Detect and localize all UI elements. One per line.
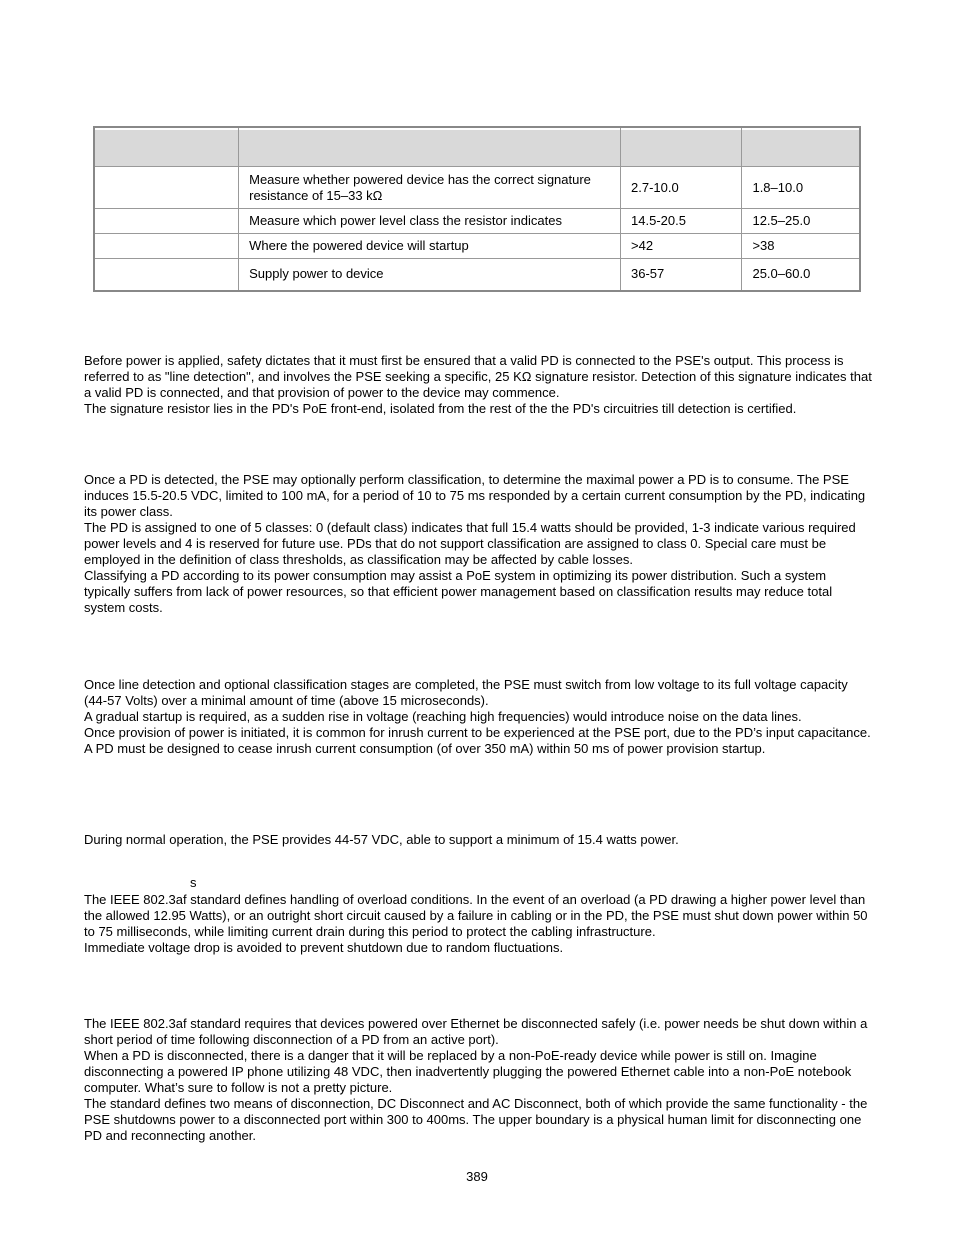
stray-character: s — [190, 875, 197, 890]
table-cell: 12.5–25.0 — [742, 209, 860, 234]
table-cell: >38 — [742, 234, 860, 259]
table-cell: 2.7-10.0 — [621, 167, 742, 209]
table-header-cell — [239, 127, 621, 167]
table-cell: 25.0–60.0 — [742, 259, 860, 291]
table-cell: 36-57 — [621, 259, 742, 291]
paragraph-detection: Before power is applied, safety dictates that it must first be ensured that a valid PD is connected to the PSE's output. This process is referred to as "line detection", and involves the PSE seeking a specific, 25 KΩ signature resistor. Detection of this signature indicates that a valid PD is connected, and that provision of power to the device may commence. The signature resistor lies in the PD's PoE front-end, isolated from the rest of the the PD's circuitries till detection is certified. — [84, 353, 872, 416]
paragraph-operation: During normal operation, the PSE provides 44-57 VDC, able to support a minimum of 15.4 watts power. — [84, 832, 679, 847]
table-cell: Where the powered device will startup — [239, 234, 621, 259]
paragraph-overload: The IEEE 802.3af standard defines handling of overload conditions. In the event of an overload (a PD drawing a higher power level than the allowed 12.95 Watts), or an outright short circuit caused by a failure in cabling or in the PD, the PSE must shut down power within 50 to 75 milliseconds, while limiting current drain during this period to protect the cabling infrastructure. Immediate voltage drop is avoided to prevent shutdown due to random fluctuations. — [84, 892, 868, 955]
table-cell: >42 — [621, 234, 742, 259]
table-header-cell — [742, 127, 860, 167]
paragraph-classification: Once a PD is detected, the PSE may optionally perform classification, to determine the maximal power a PD is to consume. The PSE induces 15.5-20.5 VDC, limited to 100 mA, for a period of 10 to 75 ms responded by a certain current consumption by the PD, indicating its power class. The PD is assigned to one of 5 classes: 0 (default class) indicates that full 15.4 watts should be provided, 1-3 indicate various required power levels and 4 is reserved for future use. PDs that do not support classification are assigned to class 0. Special care must be employed in the definition of class thresholds, as classification may be affected by cable losses. Classifying a PD according to its power consumption may assist a PoE system in optimizing its power distribution. Such a system typically suffers from lack of power resources, so that efficient power management based on classification results may reduce total system costs. — [84, 472, 866, 615]
table-cell — [94, 259, 239, 291]
table-row — [94, 209, 860, 234]
poe-stages-table — [93, 126, 861, 292]
table-cell: Measure which power level class the resistor indicates — [239, 209, 621, 234]
table-cell — [94, 167, 239, 209]
paragraph-disconnection: The IEEE 802.3af standard requires that devices powered over Ethernet be disconnected safely (i.e. power needs be shut down within a short period of time following disconnection of a PD from an active port). When a PD is disconnected, there is a danger that it will be replaced by a non-PoE-ready device while power is still on. Imagine disconnecting a powered IP phone utilizing 48 VDC, then inadvertently plugging the powered Ethernet cable into a non-PoE notebook computer. What’s sure to follow is not a pretty picture. The standard defines two means of disconnection, DC Disconnect and AC Disconnect, both of which provide the same functionality - the PSE shutdowns power to a disconnected port within 300 to 400ms. The upper boundary is a physical human limit for disconnecting one PD and reconnecting another. — [84, 1016, 868, 1143]
table-cell — [94, 234, 239, 259]
table-header-row — [94, 127, 860, 167]
paragraph-startup: Once line detection and optional classification stages are completed, the PSE must switch from low voltage to its full voltage capacity (44-57 Volts) over a minimal amount of time (above 15 microseconds). A gradual startup is required, as a sudden rise in voltage (reaching high frequencies) would introduce noise on the data lines. Once provision of power is initiated, it is common for inrush current to be experienced at the PSE port, due to the PD’s input capacitance. A PD must be designed to cease inrush current consumption (of over 350 mA) within 50 ms of power provision startup. — [84, 677, 871, 756]
table-cell: Measure whether powered device has the correct signature resistance of 15–33 kΩ — [239, 167, 621, 209]
table-header-cell — [94, 127, 239, 167]
table-cell: 1.8–10.0 — [742, 167, 860, 209]
table-cell: Supply power to device — [239, 259, 621, 291]
table-row — [94, 167, 860, 209]
table-cell: 14.5-20.5 — [621, 209, 742, 234]
table-row — [94, 259, 860, 291]
table-cell — [94, 209, 239, 234]
table-row — [94, 234, 860, 259]
table-header-cell — [621, 127, 742, 167]
page-number: 389 — [466, 1169, 488, 1184]
